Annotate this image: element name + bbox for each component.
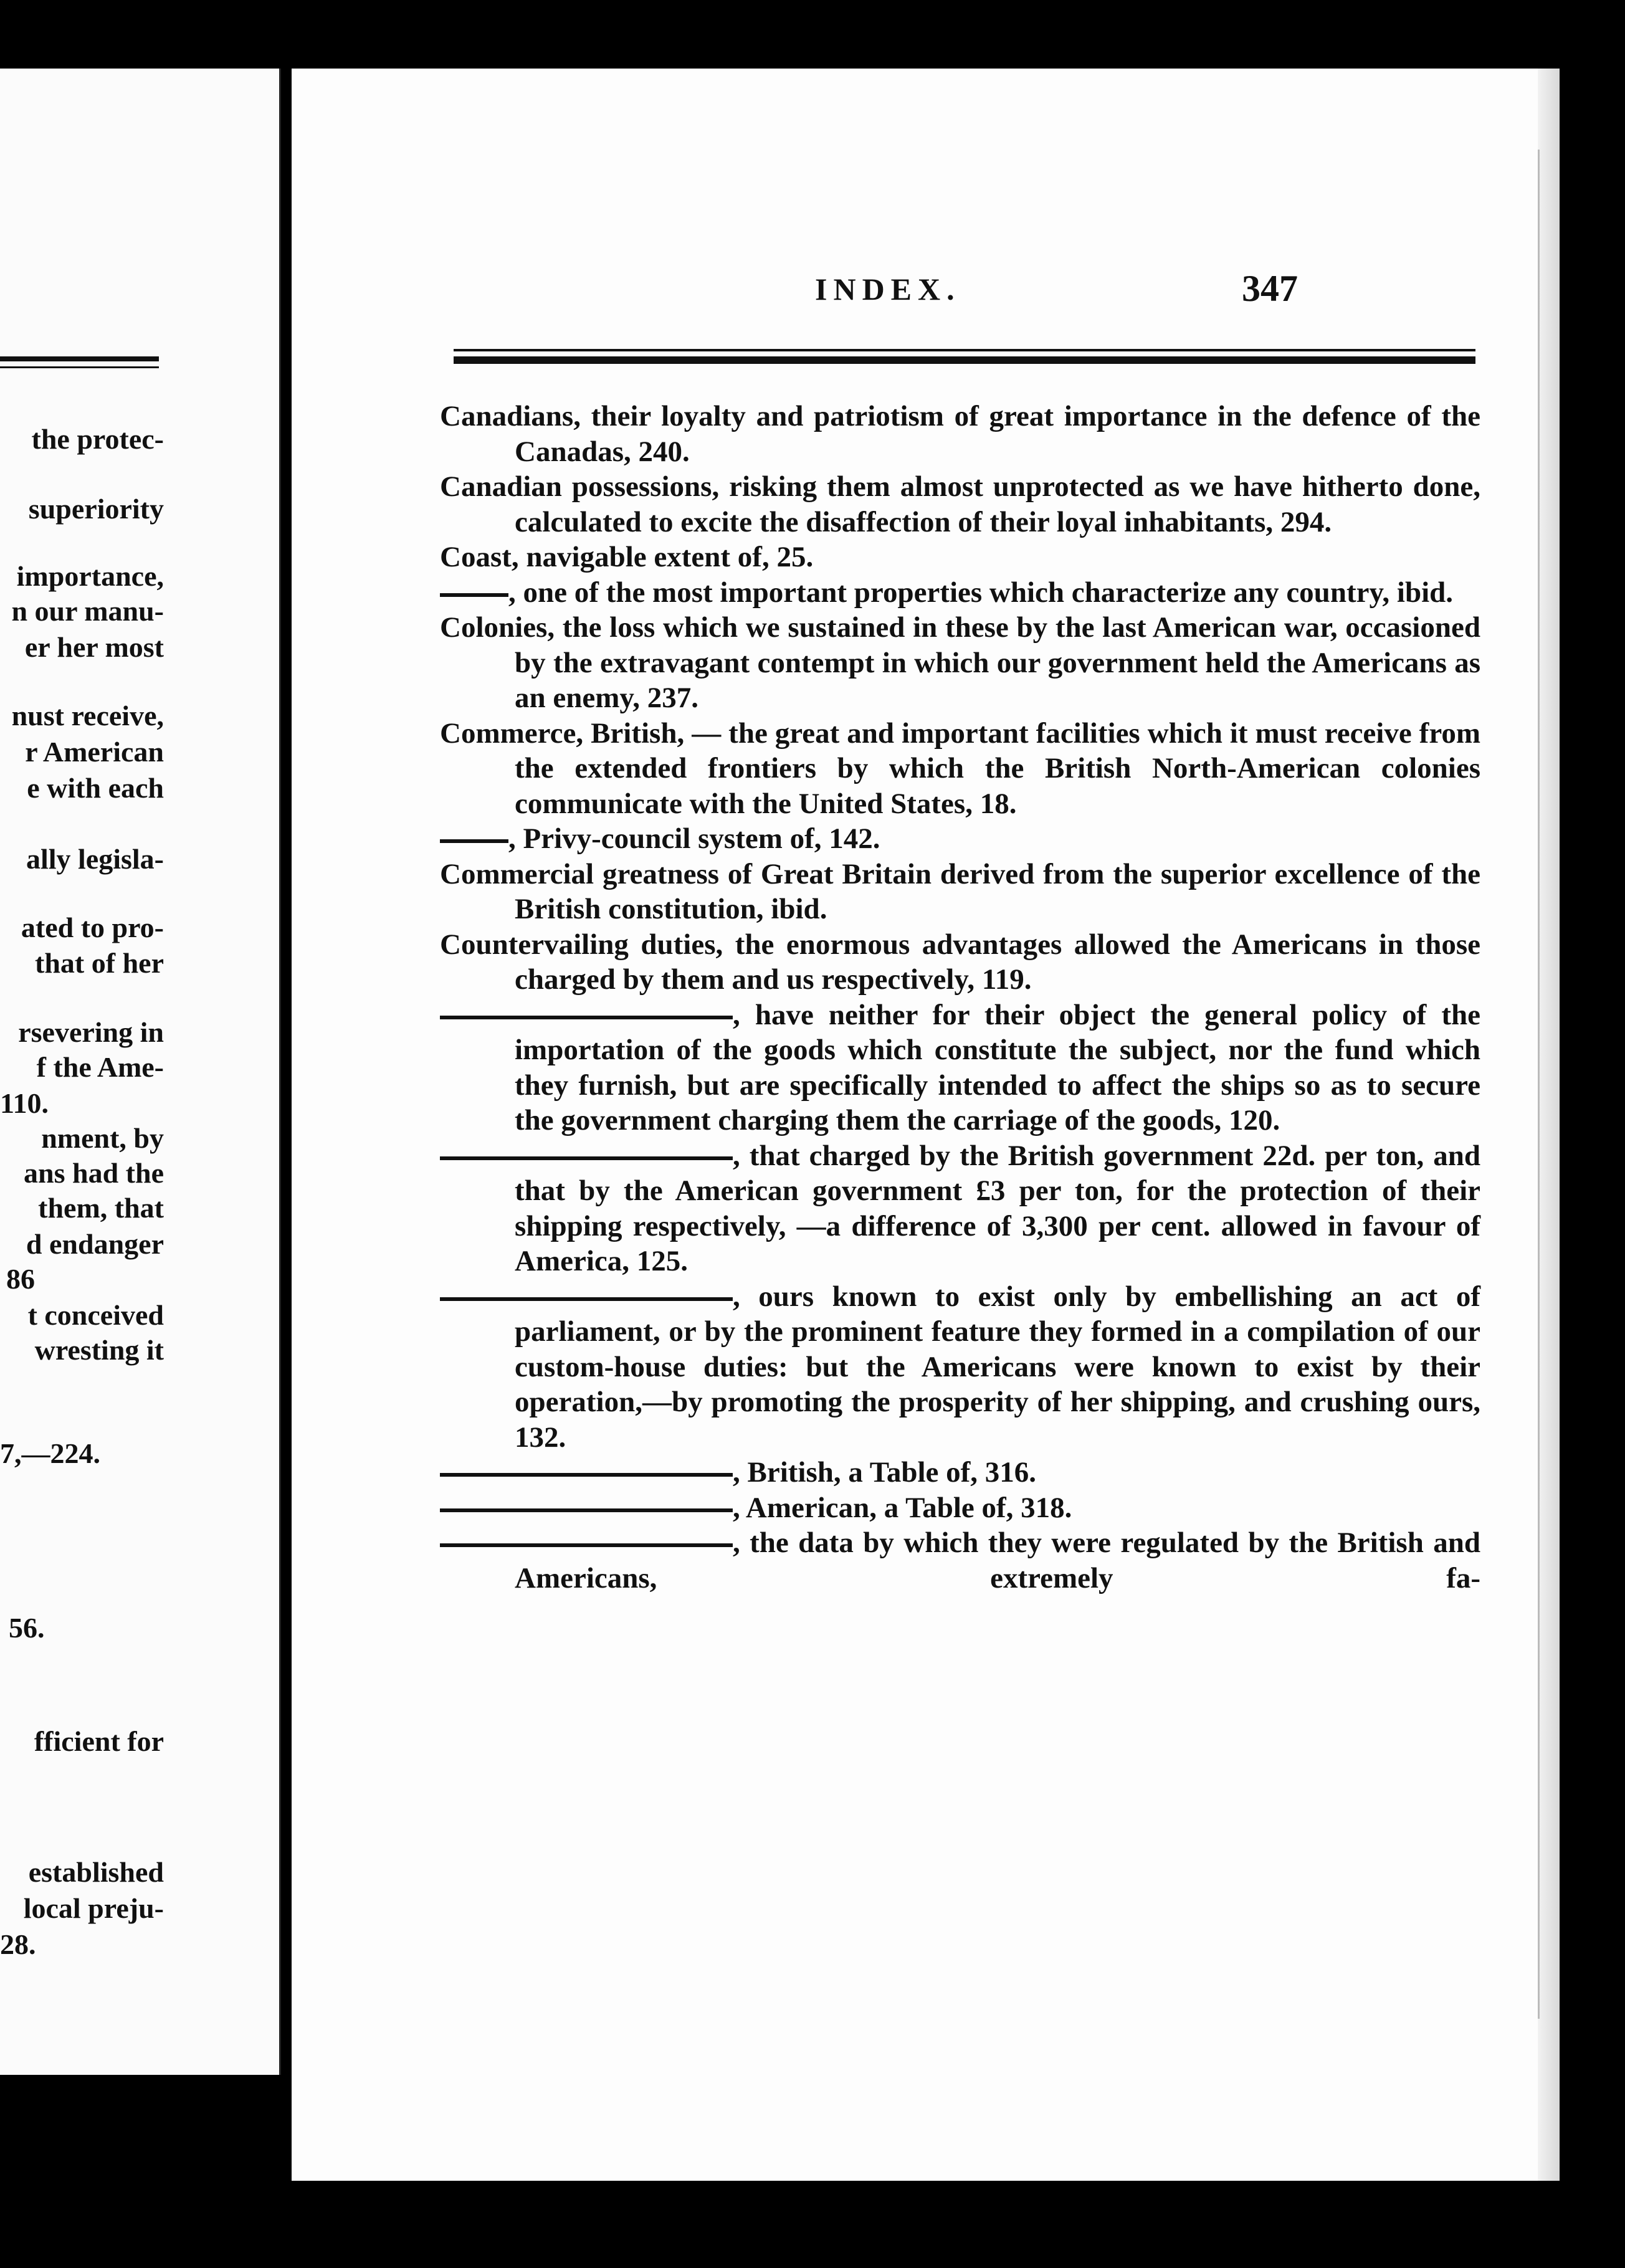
left-line-fragment: that of her <box>35 947 164 979</box>
ditto-dash <box>440 1473 733 1477</box>
left-line-fragment: 56. <box>9 1612 45 1644</box>
left-line-fragment: f the Ame- <box>36 1051 164 1083</box>
left-line-fragment: established <box>28 1856 164 1888</box>
entry-text: , have neither for their object the general policy of the importation of the goods which constitute the subject, nor the fund which they furnish, but are specifically intended to affect the ships so as to secure the government charging them the carriage of the goods, 120. <box>515 998 1480 1136</box>
left-line-fragment: r American <box>25 736 164 768</box>
entry-text: Colonies, the loss which we sustained in these by the last American war, occasioned by the extravagant contempt in which our government held the Americans as an enemy, 237. <box>440 611 1480 714</box>
ditto-dash <box>440 1016 733 1019</box>
left-line-fragment: rsevering in <box>18 1016 164 1048</box>
left-line-fragment: ated to pro- <box>21 912 164 943</box>
left-line-fragment: local preju- <box>23 1892 164 1924</box>
left-line-fragment: d endanger <box>26 1228 164 1260</box>
page-edge-line <box>1538 150 1540 2019</box>
left-line-fragment: 110. <box>0 1087 49 1119</box>
entry-text: Canadian possessions, risking them almost unprotected as we have hitherto done, calculated to excite the disaffection of their loyal inhabitants, 294. <box>440 470 1480 538</box>
index-entry <box>440 399 1480 469</box>
left-line-fragment: 86 <box>6 1263 35 1295</box>
header-rule-thin <box>454 349 1475 351</box>
index-entry <box>440 469 1480 540</box>
left-line-fragment: t conceived <box>27 1299 164 1331</box>
index-subentry <box>440 575 1480 611</box>
page-edge-shadow <box>1538 69 1560 2181</box>
left-line-fragment: er her most <box>24 631 164 663</box>
entry-text: , Privy-council system of, 142. <box>508 822 880 855</box>
ditto-dash <box>440 1543 733 1547</box>
index-subentry <box>440 998 1480 1138</box>
index-subentry <box>440 1279 1480 1456</box>
entry-text: , the data by which they were regulated by the British and Americans, extremely fa- <box>515 1527 1480 1594</box>
entry-text: Coast, navigable extent of, 25. <box>440 541 814 573</box>
left-line-fragment: importance, <box>16 560 164 592</box>
entry-text: , that charged by the British government 22d. per ton, and that by the American government £3 per ton, for the protection of their shipping respectively, —a difference of 3,300 per cent. allowed in favour of America, 125. <box>515 1139 1480 1277</box>
left-line-fragment: n our manu- <box>11 595 164 627</box>
left-line-fragment: the protec- <box>31 423 164 455</box>
ditto-dash <box>440 1297 733 1301</box>
left-line-fragment: ans had the <box>24 1157 164 1189</box>
index-entry <box>440 857 1480 927</box>
index-entries <box>440 399 1480 1596</box>
left-line-fragment: wresting it <box>34 1334 164 1366</box>
index-subentry <box>440 1490 1480 1526</box>
index-subentry <box>440 1455 1480 1490</box>
entry-text: , ours known to exist only by embellishing an act of parliament, or by the prominent feature they formed in a compilation of our custom-house duties: but the Americans were known to exist by their operation,—by promoting the prosperity of her shipping, and crushing ours, 132. <box>515 1280 1480 1454</box>
index-subentry <box>440 821 1480 857</box>
entry-text: Commercial greatness of Great Britain derived from the superior excellence of the British constitution, ibid. <box>440 857 1480 925</box>
entry-text: Commerce, British, — the great and important facilities which it must receive from the extended frontiers by which the British North-American colonies communicate with the United States, 18. <box>440 717 1480 820</box>
ditto-dash <box>440 839 508 843</box>
left-line-fragment: 28. <box>0 1928 36 1960</box>
left-line-fragment: 7,—224. <box>0 1437 100 1469</box>
page-number: 347 <box>1242 268 1298 309</box>
running-head <box>292 268 1320 315</box>
ditto-dash <box>440 1156 733 1160</box>
left-header-rule-thin <box>0 366 159 368</box>
left-line-fragment: fficient for <box>34 1725 164 1757</box>
entry-text: , British, a Table of, 316. <box>733 1456 1037 1489</box>
left-page-fragment <box>0 69 281 2075</box>
left-line-fragment: superiority <box>28 493 164 525</box>
ditto-dash <box>440 1508 733 1512</box>
index-entry <box>440 610 1480 716</box>
entry-text: Canadians, their loyalty and patriotism of great importance in the defence of the Canadas, 240. <box>440 400 1480 468</box>
left-line-fragment: e with each <box>27 772 164 804</box>
entry-text: Countervailing duties, the enormous advantages allowed the Americans in those charged by them and us respectively, 119. <box>440 928 1480 996</box>
left-line-fragment: them, that <box>38 1192 164 1224</box>
entry-text: , one of the most important properties which characterize any country, ibid. <box>508 576 1454 609</box>
left-line-fragment: nust receive, <box>11 700 164 731</box>
index-subentry <box>440 1138 1480 1279</box>
index-subentry <box>440 1525 1480 1596</box>
left-header-rule <box>0 356 159 361</box>
entry-text: , American, a Table of, 318. <box>733 1491 1072 1524</box>
header-rule-thick <box>454 356 1475 364</box>
index-entry <box>440 716 1480 822</box>
running-head-title: INDEX. <box>815 272 961 307</box>
index-entry <box>440 927 1480 998</box>
index-entry <box>440 540 1480 575</box>
left-line-fragment: ally legisla- <box>26 843 164 875</box>
ditto-dash <box>440 593 508 597</box>
index-page <box>292 69 1560 2181</box>
left-line-fragment: nment, by <box>41 1122 164 1154</box>
